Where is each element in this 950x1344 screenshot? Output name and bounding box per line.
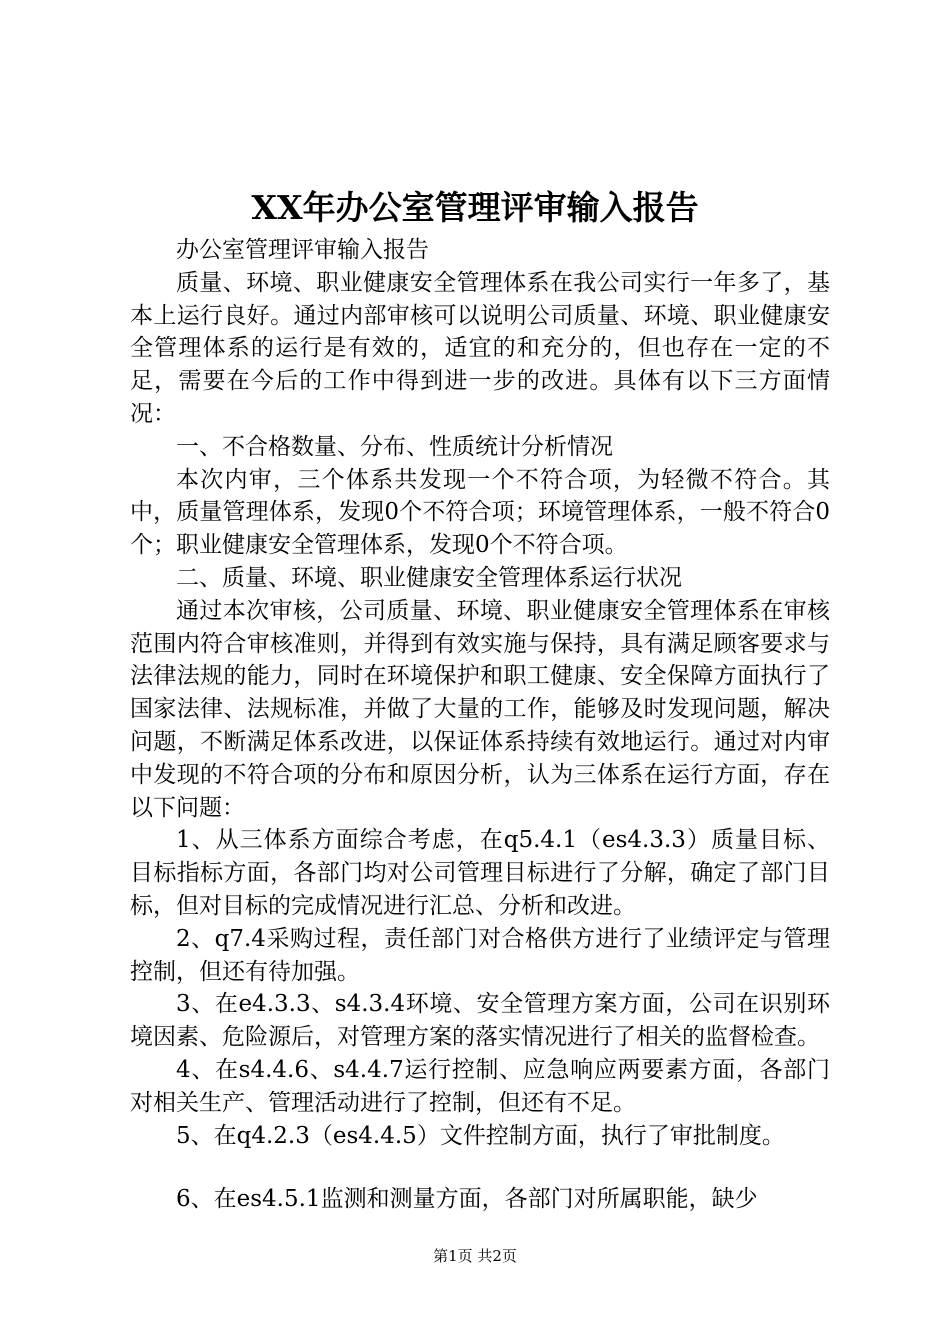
- list-item-2: 2、q7.4采购过程，责任部门对合格供方进行了业绩评定与管理控制，但还有待加强。: [130, 925, 830, 985]
- list-item-6: 6、在es4.5.1监测和测量方面，各部门对所属职能，缺少: [176, 1186, 758, 1213]
- section-heading-1: 一、不合格数量、分布、性质统计分析情况: [176, 433, 613, 460]
- list-item-5: 5、在q4.2.3（es4.4.5）文件控制方面，执行了审批制度。: [176, 1122, 785, 1149]
- page-number-footer: 第1页 共2页: [433, 1247, 517, 1265]
- paragraph-section-1: 本次内审，三个体系共发现一个不符合项，为轻微不符合。其中，质量管理体系，发现0个不符合项；环境管理体系，一般不符合0个；职业健康安全管理体系，发现0个不符合项。: [130, 466, 830, 559]
- paragraph-section-2: 通过本次审核，公司质量、环境、职业健康安全管理体系在审核范围内符合审核准则，并得到有效实施与保持，具有满足顾客要求与法律法规的能力，同时在环境保护和职工健康、安全保障方面执行了国家法律、法规标准，并做了大量的工作，能够及时发现问题，解决问题，不断满足体系改进，以保证体系持续有效地运行。通过对内审中发现的不符合项的分布和原因分析，认为三体系在运行方面，存在以下问题：: [130, 597, 830, 821]
- document-body: [130, 234, 830, 1216]
- list-item-1: 1、从三体系方面综合考虑，在q5.4.1（es4.3.3）质量目标、目标指标方面，各部门均对公司管理目标进行了分解，确定了部门目标，但对目标的完成情况进行汇总、分析和改进。: [130, 827, 830, 919]
- paragraph-subtitle: 办公室管理评审输入报告: [176, 237, 429, 263]
- paragraph-intro: 质量、环境、职业健康安全管理体系在我公司实行一年多了，基本上运行良好。通过内部审核可以说明公司质量、环境、职业健康安全管理体系的运行是有效的，适宜的和充分的，但也存在一定的不足，需要在今后的工作中得到进一步的改进。具体有以下三方面情况：: [130, 269, 830, 427]
- list-item-3: 3、在e4.3.3、s4.3.4环境、安全管理方案方面，公司在识别环境因素、危险源后，对管理方案的落实情况进行了相关的监督检查。: [130, 991, 830, 1051]
- section-heading-2: 二、质量、环境、职业健康安全管理体系运行状况: [176, 564, 682, 591]
- document-title: XX年办公室管理评审输入报告: [251, 188, 699, 227]
- list-item-4: 4、在s4.4.6、s4.4.7运行控制、应急响应两要素方面，各部门对相关生产、管理活动进行了控制，但还有不足。: [130, 1056, 830, 1116]
